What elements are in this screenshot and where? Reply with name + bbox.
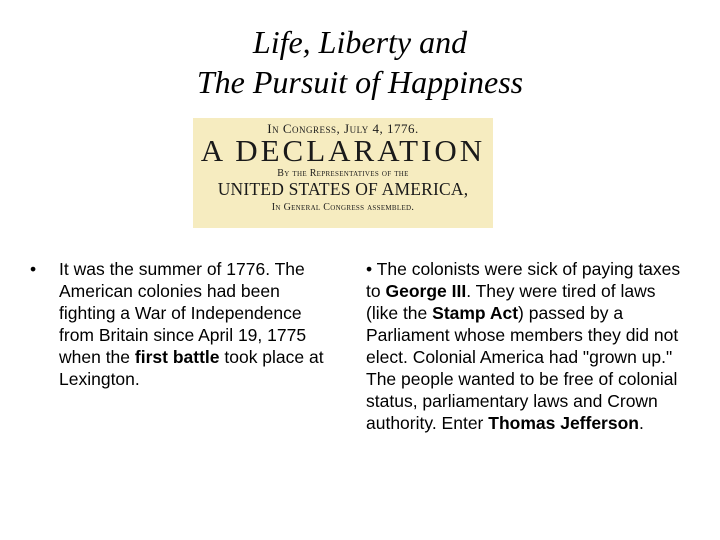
banner-line2: A DECLARATION (200, 133, 486, 168)
right-text-block (366, 258, 686, 434)
left-text-part1: It was the summer of 1776. The American colonies had been fighting a War of Independence from Britain since April 19, 1775 when the (59, 259, 307, 367)
right-bold-george: George III (385, 281, 467, 301)
right-text-seg2: . They were tired of laws (like the (366, 281, 656, 323)
right-bold-jefferson: Thomas Jefferson (488, 413, 639, 433)
declaration-banner-image (193, 118, 493, 228)
right-text-seg1: • The colonists were sick of paying taxes to (366, 259, 681, 301)
slide-title-line2: The Pursuit of Happiness (196, 64, 524, 100)
left-bullet-text (59, 258, 330, 390)
right-text-seg3: ) passed by a Parliament whose members they did not elect. Colonial America had "grown up." The people wanted to be free of colonial status, parliamentary laws and Crown authority. Enter (366, 303, 679, 433)
left-text-part2: took place at Lexington. (59, 347, 324, 389)
banner-line1: In Congress, July 4, 1776. (267, 121, 419, 136)
banner-line4: UNITED STATES OF AMERICA, (217, 179, 469, 199)
slide-title-line1: Life, Liberty and (252, 24, 468, 60)
bullet-icon: • (30, 259, 37, 279)
banner-line3: By the Representatives of the (277, 168, 409, 179)
left-bold-first-battle: first battle (134, 347, 220, 367)
left-bullet-list (30, 258, 330, 390)
right-text-seg4: . (638, 413, 644, 433)
slide-title (0, 22, 720, 102)
banner-line5: In General Congress assembled. (271, 202, 415, 213)
right-bold-stamp-act: Stamp Act (432, 303, 519, 323)
